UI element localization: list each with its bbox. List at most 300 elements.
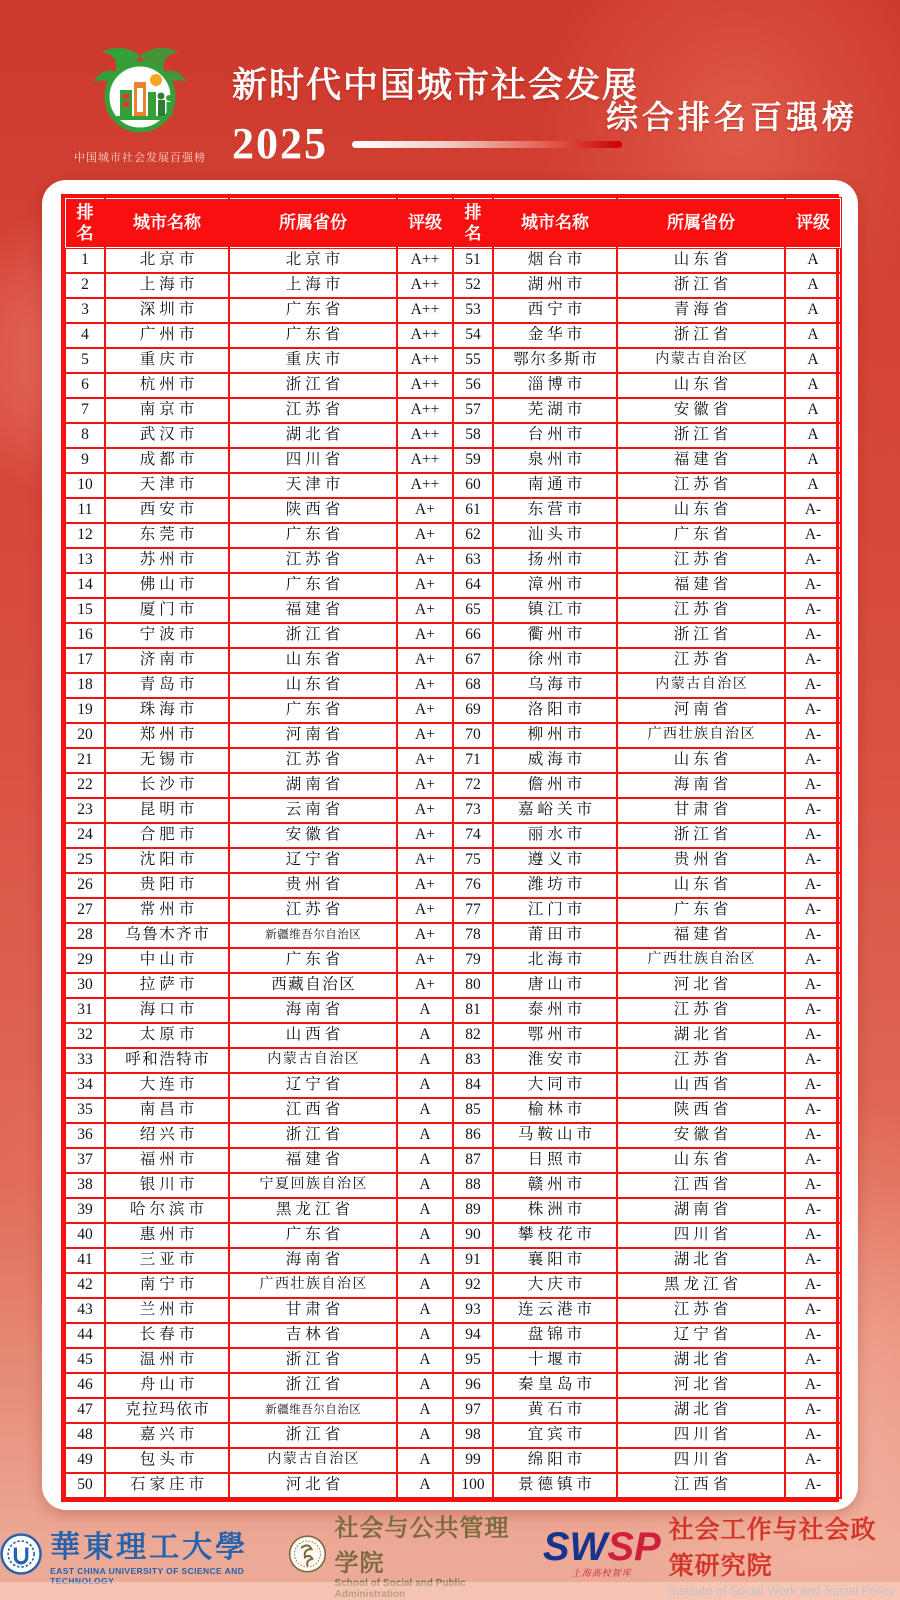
- rating-cell: A-: [785, 748, 841, 773]
- table-row: [65, 1098, 841, 1123]
- province-cell: 安徽省: [617, 1123, 785, 1148]
- table-row: [65, 1198, 841, 1223]
- table-row: [65, 423, 841, 448]
- rank-cell: 29: [65, 948, 105, 973]
- rank-cell: 7: [65, 398, 105, 423]
- rating-cell: A-: [785, 1023, 841, 1048]
- city-cell: 杭州市: [105, 373, 229, 398]
- city-cell: 嘉兴市: [105, 1423, 229, 1448]
- city-cell: 儋州市: [493, 773, 617, 798]
- rating-cell: A+: [397, 648, 453, 673]
- rating-cell: A+: [397, 798, 453, 823]
- province-cell: 河北省: [229, 1473, 397, 1498]
- table-row: [65, 973, 841, 998]
- rating-cell: A++: [397, 323, 453, 348]
- province-cell: 山东省: [229, 648, 397, 673]
- city-cell: 广州市: [105, 323, 229, 348]
- rank-cell: 2: [65, 273, 105, 298]
- column-header-city: 城市名称: [105, 198, 229, 248]
- city-cell: 福州市: [105, 1148, 229, 1173]
- rank-cell: 15: [65, 598, 105, 623]
- rank-cell: 49: [65, 1448, 105, 1473]
- province-cell: 山东省: [617, 1148, 785, 1173]
- province-cell: 黑龙江省: [617, 1273, 785, 1298]
- city-cell: 呼和浩特市: [105, 1048, 229, 1073]
- rating-cell: A-: [785, 1048, 841, 1073]
- table-row: [65, 1173, 841, 1198]
- table-row: [65, 548, 841, 573]
- swsp-logo-text: SWSP: [542, 1525, 661, 1569]
- city-cell: 中山市: [105, 948, 229, 973]
- table-row: [65, 1248, 841, 1273]
- table-row: [65, 323, 841, 348]
- rating-cell: A: [397, 1198, 453, 1223]
- city-cell: 厦门市: [105, 598, 229, 623]
- city-cell: 日照市: [493, 1148, 617, 1173]
- city-cell: 芜湖市: [493, 398, 617, 423]
- rank-cell: 61: [453, 498, 493, 523]
- rank-cell: 66: [453, 623, 493, 648]
- table-row: [65, 1223, 841, 1248]
- table-row: [65, 1398, 841, 1423]
- rank-cell: 31: [65, 998, 105, 1023]
- province-cell: 江苏省: [617, 648, 785, 673]
- rank-cell: 90: [453, 1223, 493, 1248]
- rank-cell: 22: [65, 773, 105, 798]
- rank-cell: 32: [65, 1023, 105, 1048]
- rating-cell: A: [397, 1248, 453, 1273]
- city-cell: 莆田市: [493, 923, 617, 948]
- column-header-rank: 排名: [453, 198, 493, 248]
- rating-cell: A+: [397, 573, 453, 598]
- city-cell: 天津市: [105, 473, 229, 498]
- rating-cell: A-: [785, 673, 841, 698]
- city-cell: 无锡市: [105, 748, 229, 773]
- province-cell: 辽宁省: [229, 848, 397, 873]
- city-cell: 北海市: [493, 948, 617, 973]
- rank-cell: 55: [453, 348, 493, 373]
- city-cell: 十堰市: [493, 1348, 617, 1373]
- city-cell: 东营市: [493, 498, 617, 523]
- school-name-en: School of Social and Public Administration: [334, 1578, 466, 1600]
- rank-cell: 43: [65, 1298, 105, 1323]
- rank-cell: 59: [453, 448, 493, 473]
- event-logo: [60, 42, 220, 165]
- province-cell: 河北省: [617, 1373, 785, 1398]
- rating-cell: A-: [785, 773, 841, 798]
- rating-cell: A: [785, 448, 841, 473]
- rating-cell: A: [397, 1223, 453, 1248]
- province-cell: 湖北省: [617, 1398, 785, 1423]
- rank-cell: 58: [453, 423, 493, 448]
- city-cell: 泉州市: [493, 448, 617, 473]
- city-cell: 乌海市: [493, 673, 617, 698]
- rank-cell: 77: [453, 898, 493, 923]
- rank-cell: 65: [453, 598, 493, 623]
- rating-cell: A-: [785, 848, 841, 873]
- rating-cell: A+: [397, 598, 453, 623]
- rating-cell: A: [785, 248, 841, 273]
- rating-cell: A+: [397, 848, 453, 873]
- rank-cell: 47: [65, 1398, 105, 1423]
- rating-cell: A++: [397, 273, 453, 298]
- table-row: [65, 1373, 841, 1398]
- city-cell: 金华市: [493, 323, 617, 348]
- rating-cell: A++: [397, 348, 453, 373]
- table-row: [65, 1423, 841, 1448]
- province-cell: 江苏省: [617, 473, 785, 498]
- rank-cell: 69: [453, 698, 493, 723]
- table-row: [65, 723, 841, 748]
- table-row: [65, 648, 841, 673]
- province-cell: 江苏省: [617, 998, 785, 1023]
- rating-cell: A++: [397, 248, 453, 273]
- ecust-name-en: EAST CHINA UNIVERSITY OF SCIENCE AND TECHNOLOGY: [50, 1566, 245, 1586]
- city-cell: 宁波市: [105, 623, 229, 648]
- table-row: [65, 498, 841, 523]
- rank-cell: 100: [453, 1473, 493, 1498]
- city-cell: 景德镇市: [493, 1473, 617, 1498]
- province-cell: 四川省: [229, 448, 397, 473]
- province-cell: 上海市: [229, 273, 397, 298]
- rating-cell: A++: [397, 298, 453, 323]
- rank-cell: 11: [65, 498, 105, 523]
- city-cell: 郑州市: [105, 723, 229, 748]
- rating-cell: A+: [397, 948, 453, 973]
- rank-cell: 73: [453, 798, 493, 823]
- rank-cell: 71: [453, 748, 493, 773]
- rank-cell: 20: [65, 723, 105, 748]
- rating-cell: A-: [785, 998, 841, 1023]
- table-row: [65, 398, 841, 423]
- table-row: [65, 898, 841, 923]
- table-row: [65, 598, 841, 623]
- province-cell: 山西省: [229, 1023, 397, 1048]
- city-cell: 嘉峪关市: [493, 798, 617, 823]
- rating-cell: A-: [785, 1398, 841, 1423]
- province-cell: 新疆维吾尔自治区: [229, 1398, 397, 1423]
- rating-cell: A+: [397, 873, 453, 898]
- city-cell: 克拉玛依市: [105, 1398, 229, 1423]
- page-header: [0, 0, 900, 180]
- rating-cell: A-: [785, 1173, 841, 1198]
- rank-cell: 33: [65, 1048, 105, 1073]
- province-cell: 四川省: [617, 1223, 785, 1248]
- rating-cell: A-: [785, 698, 841, 723]
- rank-cell: 8: [65, 423, 105, 448]
- province-cell: 黑龙江省: [229, 1198, 397, 1223]
- city-cell: 三亚市: [105, 1248, 229, 1273]
- rating-cell: A-: [785, 648, 841, 673]
- table-row: [65, 573, 841, 598]
- rank-cell: 4: [65, 323, 105, 348]
- city-cell: 宜宾市: [493, 1423, 617, 1448]
- rank-cell: 34: [65, 1073, 105, 1098]
- province-cell: 天津市: [229, 473, 397, 498]
- rank-cell: 57: [453, 398, 493, 423]
- city-cell: 银川市: [105, 1173, 229, 1198]
- rank-cell: 6: [65, 373, 105, 398]
- rating-cell: A-: [785, 1423, 841, 1448]
- rank-cell: 42: [65, 1273, 105, 1298]
- city-cell: 济南市: [105, 648, 229, 673]
- ecust-emblem-icon: [0, 1528, 42, 1580]
- city-cell: 丽水市: [493, 823, 617, 848]
- rank-cell: 96: [453, 1373, 493, 1398]
- rating-cell: A-: [785, 548, 841, 573]
- city-cell: 佛山市: [105, 573, 229, 598]
- rating-cell: A: [785, 298, 841, 323]
- province-cell: 内蒙古自治区: [229, 1448, 397, 1473]
- table-row: [65, 523, 841, 548]
- city-cell: 拉萨市: [105, 973, 229, 998]
- province-cell: 广东省: [229, 573, 397, 598]
- rank-cell: 25: [65, 848, 105, 873]
- city-cell: 武汉市: [105, 423, 229, 448]
- city-cell: 连云港市: [493, 1298, 617, 1323]
- city-cell: 西宁市: [493, 298, 617, 323]
- province-cell: 辽宁省: [229, 1073, 397, 1098]
- rank-cell: 81: [453, 998, 493, 1023]
- city-cell: 包头市: [105, 1448, 229, 1473]
- city-cell: 石家庄市: [105, 1473, 229, 1498]
- city-cell: 马鞍山市: [493, 1123, 617, 1148]
- rank-cell: 56: [453, 373, 493, 398]
- city-cell: 漳州市: [493, 573, 617, 598]
- table-row: [65, 1048, 841, 1073]
- table-row: [65, 623, 841, 648]
- province-cell: 湖北省: [229, 423, 397, 448]
- city-cell: 惠州市: [105, 1223, 229, 1248]
- city-development-logo-icon: [88, 42, 192, 142]
- province-cell: 江苏省: [617, 1298, 785, 1323]
- province-cell: 贵州省: [617, 848, 785, 873]
- rating-cell: A: [397, 1473, 453, 1498]
- rank-cell: 82: [453, 1023, 493, 1048]
- province-cell: 内蒙古自治区: [617, 673, 785, 698]
- rating-cell: A+: [397, 773, 453, 798]
- rank-cell: 72: [453, 773, 493, 798]
- province-cell: 甘肃省: [229, 1298, 397, 1323]
- rating-cell: A-: [785, 1348, 841, 1373]
- province-cell: 山东省: [617, 248, 785, 273]
- rating-cell: A+: [397, 623, 453, 648]
- city-cell: 上海市: [105, 273, 229, 298]
- rank-cell: 63: [453, 548, 493, 573]
- rank-cell: 19: [65, 698, 105, 723]
- province-cell: 浙江省: [229, 1123, 397, 1148]
- rank-cell: 50: [65, 1473, 105, 1498]
- city-cell: 江门市: [493, 898, 617, 923]
- rank-cell: 44: [65, 1323, 105, 1348]
- province-cell: 山东省: [617, 873, 785, 898]
- rank-cell: 76: [453, 873, 493, 898]
- province-cell: 广西壮族自治区: [617, 948, 785, 973]
- rating-cell: A+: [397, 723, 453, 748]
- province-cell: 广东省: [229, 523, 397, 548]
- province-cell: 甘肃省: [617, 798, 785, 823]
- province-cell: 广西壮族自治区: [617, 723, 785, 748]
- city-cell: 赣州市: [493, 1173, 617, 1198]
- rating-cell: A-: [785, 1223, 841, 1248]
- rating-cell: A-: [785, 1298, 841, 1323]
- rating-cell: A-: [785, 1248, 841, 1273]
- city-cell: 威海市: [493, 748, 617, 773]
- rank-cell: 1: [65, 248, 105, 273]
- rating-cell: A: [397, 998, 453, 1023]
- province-cell: 浙江省: [617, 823, 785, 848]
- rating-cell: A: [785, 273, 841, 298]
- rating-cell: A-: [785, 823, 841, 848]
- rank-cell: 41: [65, 1248, 105, 1273]
- province-cell: 重庆市: [229, 348, 397, 373]
- rank-cell: 92: [453, 1273, 493, 1298]
- ranking-table-frame: [61, 194, 839, 1502]
- city-cell: 攀枝花市: [493, 1223, 617, 1248]
- rank-cell: 23: [65, 798, 105, 823]
- rating-cell: A: [397, 1098, 453, 1123]
- table-row: [65, 1323, 841, 1348]
- rank-cell: 67: [453, 648, 493, 673]
- province-cell: 浙江省: [617, 323, 785, 348]
- title-underline: [352, 141, 622, 148]
- rating-cell: A+: [397, 548, 453, 573]
- column-header-province: 所属省份: [617, 198, 785, 248]
- table-row: [65, 373, 841, 398]
- table-row: [65, 1448, 841, 1473]
- city-cell: 成都市: [105, 448, 229, 473]
- city-cell: 南京市: [105, 398, 229, 423]
- rank-cell: 83: [453, 1048, 493, 1073]
- city-cell: 合肥市: [105, 823, 229, 848]
- province-cell: 四川省: [617, 1448, 785, 1473]
- province-cell: 江苏省: [229, 398, 397, 423]
- page-title: 新时代中国城市社会发展: [232, 66, 640, 105]
- province-cell: 浙江省: [229, 1423, 397, 1448]
- rating-cell: A: [397, 1298, 453, 1323]
- province-cell: 湖南省: [617, 1198, 785, 1223]
- table-row: [65, 1023, 841, 1048]
- province-cell: 江苏省: [617, 548, 785, 573]
- rank-cell: 18: [65, 673, 105, 698]
- rating-cell: A-: [785, 598, 841, 623]
- rating-cell: A: [397, 1073, 453, 1098]
- city-cell: 株洲市: [493, 1198, 617, 1223]
- province-cell: 江苏省: [229, 898, 397, 923]
- rank-cell: 98: [453, 1423, 493, 1448]
- city-cell: 常州市: [105, 898, 229, 923]
- city-cell: 汕头市: [493, 523, 617, 548]
- province-cell: 辽宁省: [617, 1323, 785, 1348]
- city-cell: 珠海市: [105, 698, 229, 723]
- province-cell: 浙江省: [617, 273, 785, 298]
- city-cell: 鄂州市: [493, 1023, 617, 1048]
- city-cell: 扬州市: [493, 548, 617, 573]
- rating-cell: A-: [785, 573, 841, 598]
- rank-cell: 75: [453, 848, 493, 873]
- table-row: [65, 798, 841, 823]
- city-cell: 乌鲁木齐市: [105, 923, 229, 948]
- city-cell: 深圳市: [105, 298, 229, 323]
- table-row: [65, 998, 841, 1023]
- rating-cell: A: [397, 1048, 453, 1073]
- province-cell: 贵州省: [229, 873, 397, 898]
- province-cell: 吉林省: [229, 1323, 397, 1348]
- rank-cell: 85: [453, 1098, 493, 1123]
- city-cell: 鄂尔多斯市: [493, 348, 617, 373]
- rating-cell: A: [785, 323, 841, 348]
- rating-cell: A+: [397, 823, 453, 848]
- province-cell: 江西省: [617, 1473, 785, 1498]
- rank-cell: 51: [453, 248, 493, 273]
- rating-cell: A: [397, 1423, 453, 1448]
- rank-cell: 60: [453, 473, 493, 498]
- province-cell: 浙江省: [229, 1348, 397, 1373]
- province-cell: 山东省: [617, 748, 785, 773]
- table-row: [65, 1348, 841, 1373]
- swsp-subtitle: 上海高校智库: [571, 1568, 632, 1578]
- city-cell: 西安市: [105, 498, 229, 523]
- rank-cell: 91: [453, 1248, 493, 1273]
- table-row: [65, 773, 841, 798]
- province-cell: 广东省: [229, 1223, 397, 1248]
- column-header-rating: 评级: [397, 198, 453, 248]
- rating-cell: A: [397, 1348, 453, 1373]
- table-row: [65, 948, 841, 973]
- city-cell: 温州市: [105, 1348, 229, 1373]
- rating-cell: A+: [397, 698, 453, 723]
- table-row: [65, 273, 841, 298]
- city-cell: 泰州市: [493, 998, 617, 1023]
- rank-cell: 5: [65, 348, 105, 373]
- city-cell: 柳州市: [493, 723, 617, 748]
- city-cell: 镇江市: [493, 598, 617, 623]
- table-row: [65, 673, 841, 698]
- ranking-table-body: [65, 248, 841, 1498]
- city-cell: 徐州市: [493, 648, 617, 673]
- rating-cell: A: [397, 1023, 453, 1048]
- bottom-strip: [0, 1582, 900, 1600]
- province-cell: 广东省: [617, 523, 785, 548]
- province-cell: 江西省: [617, 1173, 785, 1198]
- table-row: [65, 298, 841, 323]
- column-header-city: 城市名称: [493, 198, 617, 248]
- province-cell: 内蒙古自治区: [229, 1048, 397, 1073]
- rank-cell: 62: [453, 523, 493, 548]
- rank-cell: 94: [453, 1323, 493, 1348]
- column-header-province: 所属省份: [229, 198, 397, 248]
- province-cell: 云南省: [229, 798, 397, 823]
- rank-cell: 86: [453, 1123, 493, 1148]
- rank-cell: 13: [65, 548, 105, 573]
- province-cell: 广东省: [617, 898, 785, 923]
- rating-cell: A: [397, 1323, 453, 1348]
- rating-cell: A: [397, 1398, 453, 1423]
- rating-cell: A-: [785, 498, 841, 523]
- province-cell: 内蒙古自治区: [617, 348, 785, 373]
- rank-cell: 35: [65, 1098, 105, 1123]
- ranking-card: [42, 180, 858, 1510]
- city-cell: 贵阳市: [105, 873, 229, 898]
- table-row: [65, 248, 841, 273]
- rank-cell: 99: [453, 1448, 493, 1473]
- province-cell: 海南省: [617, 773, 785, 798]
- table-row: [65, 1123, 841, 1148]
- rating-cell: A-: [785, 923, 841, 948]
- rank-cell: 64: [453, 573, 493, 598]
- rating-cell: A-: [785, 1373, 841, 1398]
- rank-cell: 9: [65, 448, 105, 473]
